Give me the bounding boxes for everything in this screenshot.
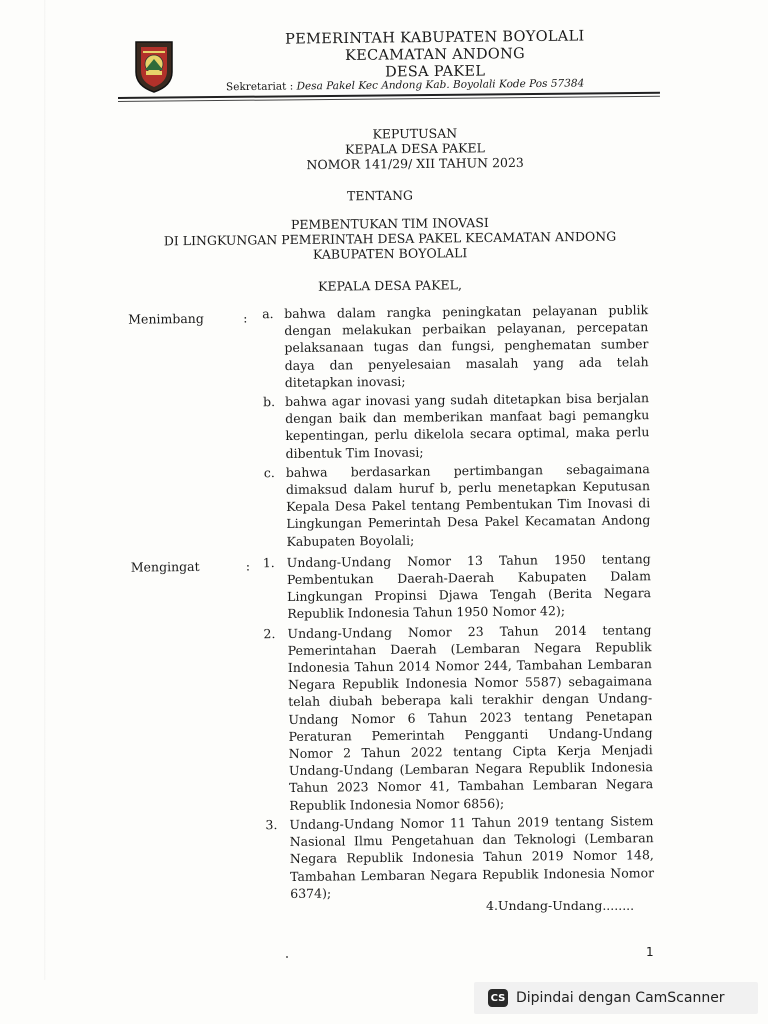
decree-issuer: KEPALA DESA PAKEL	[345, 140, 485, 157]
list-item	[265, 812, 655, 902]
camscanner-watermark	[474, 982, 758, 1014]
section-colon: :	[243, 310, 248, 326]
subject-line: DI LINGKUNGAN PEMERINTAH DESA PAKEL KECAMATAN ANDONG	[163, 228, 617, 249]
item-marker: 2.	[263, 625, 276, 641]
district-name: KECAMATAN ANDONG	[344, 46, 526, 64]
menimbang-section	[0, 300, 768, 553]
item-marker: c.	[263, 464, 275, 481]
item-marker: 1.	[262, 554, 275, 571]
decree-number: NOMOR 141/29/ XII TAHUN 2023	[306, 154, 524, 173]
decree-title	[220, 124, 610, 173]
decree-type: KEPUTUSAN	[372, 125, 458, 142]
item-text: Undang-Undang Nomor 11 Tahun 2019 tentang Sistem Nasional Ilmu Pengetahuan dan Teknologi (Lembaran Negara Republik Indonesia Tahun 2019 Nomor 148, Tambahan Lembaran Negara Republik Indonesia Nomor 6374);	[289, 813, 655, 901]
item-marker: b.	[263, 394, 276, 410]
about-label: TENTANG	[346, 187, 414, 204]
subject-line: PEMBENTUKAN TIM INOVASI	[290, 214, 489, 233]
decree-body	[0, 292, 768, 905]
item-text: bahwa agar inovasi yang sudah ditetapkan bisa berjalan dengan baik dan memberikan manfaat bagi pemangku kepentingan, perlu dikelola secara optimal, maka perlu dibentuk Tim Inovasi;	[285, 390, 650, 461]
scan-speck	[286, 956, 288, 958]
section-label: Menimbang	[128, 310, 204, 327]
secretariat-label: Sekretariat :	[225, 80, 294, 94]
section-colon: :	[245, 558, 251, 574]
item-text: bahwa dalam rangka peningkatan pelayanan publik dengan melakukan perbaikan pelayanan, percepatan pelaksanaan tugas dan fungsi, penghematan sumber daya dan penyelesaian masalah yang ada telah ditetapkan inovasi;	[284, 302, 649, 390]
signatory-heading: KEPALA DESA PAKEL,	[318, 277, 462, 294]
page-number: 1	[646, 945, 654, 959]
decree-subject	[150, 213, 630, 263]
regency-name: PEMERINTAH KABUPATEN BOYOLALI	[285, 28, 585, 48]
item-text: Undang-Undang Nomor 13 Tahun 1950 tentang Pembentukan Daerah-Daerah Kabupaten Dalam Lingkungan Propinsi Djawa Tengah (Berita Negara Republik Indonesia Tahun 1950 Nomor 42);	[286, 551, 652, 622]
item-text: Undang-Undang Nomor 23 Tahun 2014 tentang Pemerintahan Daerah (Lembaran Negara Republik Indonesia Tahun 2014 Nomor 244, Tambahan Lembaran Negara Republik Indonesia Nomor 5587) sebagaimana telah diubah beberapa kali terakhir dengan Undang-Undang Nomor 6 Tahun 2023 tentang Penetapan Peraturan Pemerintah Pengganti Undang-Undang Nomor 2 Tahun 2022 tentang Cipta Kerja Menjadi Undang-Undang (Lembaran Negara Republik Indonesia Tahun 2023 Nomor 41, Tambahan Lembaran Negara Republik Indonesia Nomor 6856);	[287, 621, 654, 813]
regency-emblem-icon	[132, 38, 176, 94]
list-item	[262, 301, 649, 391]
subject-line: KABUPATEN BOYOLALI	[312, 245, 468, 262]
secretariat-text: Desa Pakel Kec Andong Kab. Boyolali Kode Pos 57384	[296, 77, 585, 93]
section-label: Mengingat	[130, 558, 200, 575]
list-item	[263, 621, 654, 814]
item-marker: a.	[262, 306, 274, 322]
camscanner-logo-icon: CS	[488, 989, 508, 1007]
list-item	[262, 550, 652, 623]
list-item	[263, 389, 650, 462]
list-item	[263, 460, 651, 550]
mengingat-section	[3, 549, 768, 905]
village-name: DESA PAKEL	[384, 63, 486, 81]
letterhead	[200, 28, 671, 84]
item-marker: 3.	[265, 817, 278, 833]
continuation-note: 4.Undang-Undang........	[486, 898, 635, 913]
watermark-text: Dipindai dengan CamScanner	[516, 990, 725, 1006]
item-text: bahwa berdasarkan pertimbangan sebagaimana dimaksud dalam huruf b, perlu menetapkan Keputusan Kepala Desa Pakel tentang Pembentukan Tim Inovasi di Lingkungan Pemerintah Desa Pakel Kecamatan Andong Kabupaten Boyolali;	[285, 461, 651, 549]
